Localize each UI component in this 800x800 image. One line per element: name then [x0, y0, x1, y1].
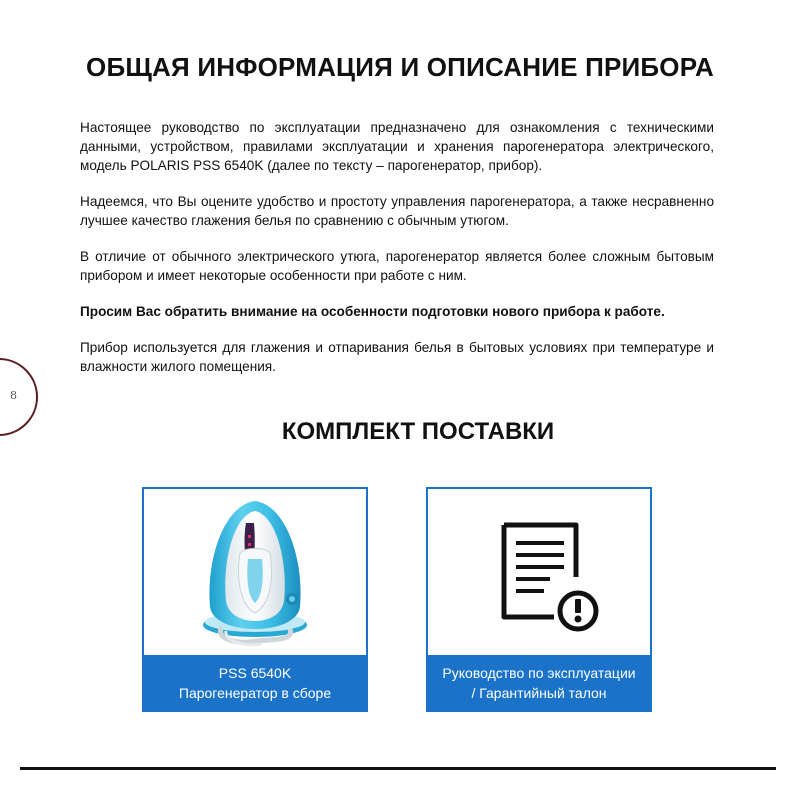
page-title: ОБЩАЯ ИНФОРМАЦИЯ И ОПИСАНИЕ ПРИБОРА [86, 52, 714, 82]
kit-item-caption [428, 655, 650, 710]
kit-item-manual [426, 487, 652, 712]
kit-item-steam-generator [142, 487, 368, 712]
kit-item-manual-title: Руководство по эксплуатации [442, 664, 636, 681]
steam-generator-image [144, 489, 366, 657]
paragraph-benefits: Надеемся, что Вы оцените удобство и простоту управления парогенератора, а также несравненно лучшее качество глажения белья по сравнению с обычным утюгом. [80, 194, 714, 228]
paragraph-attention: Просим Вас обратить внимание на особенности подготовки нового прибора к работе. [80, 304, 665, 319]
document-warning-icon [428, 489, 650, 657]
page-number: 8 [10, 389, 17, 402]
kit-heading: КОМПЛЕКТ ПОСТАВКИ [281, 418, 555, 445]
bottom-divider [20, 767, 776, 770]
paragraph-differences: В отличие от обычного электрического утюга, парогенератор является более сложным бытовым прибором и имеет некоторые особенности при работе с ним. [80, 249, 714, 283]
kit-item-description: Парогенератор в сборе [178, 684, 332, 701]
paragraph-usage: Прибор используется для глажения и отпаривания белья в бытовых условиях при температуре и влажности жилого помещения. [80, 340, 714, 374]
paragraph-purpose: Настоящее руководство по эксплуатации предназначено для ознакомления с техническими данными, устройством, правилами эксплуатации и хранения парогенератора электрического, модель POLARIS PSS 6540K (далее по тексту – парогенератор, прибор). [80, 120, 714, 173]
kit-item-model: PSS 6540K [218, 664, 292, 681]
kit-item-warranty-title: / Гарантийный талон [471, 684, 607, 701]
kit-item-caption [144, 655, 366, 710]
intro-text [80, 118, 714, 393]
